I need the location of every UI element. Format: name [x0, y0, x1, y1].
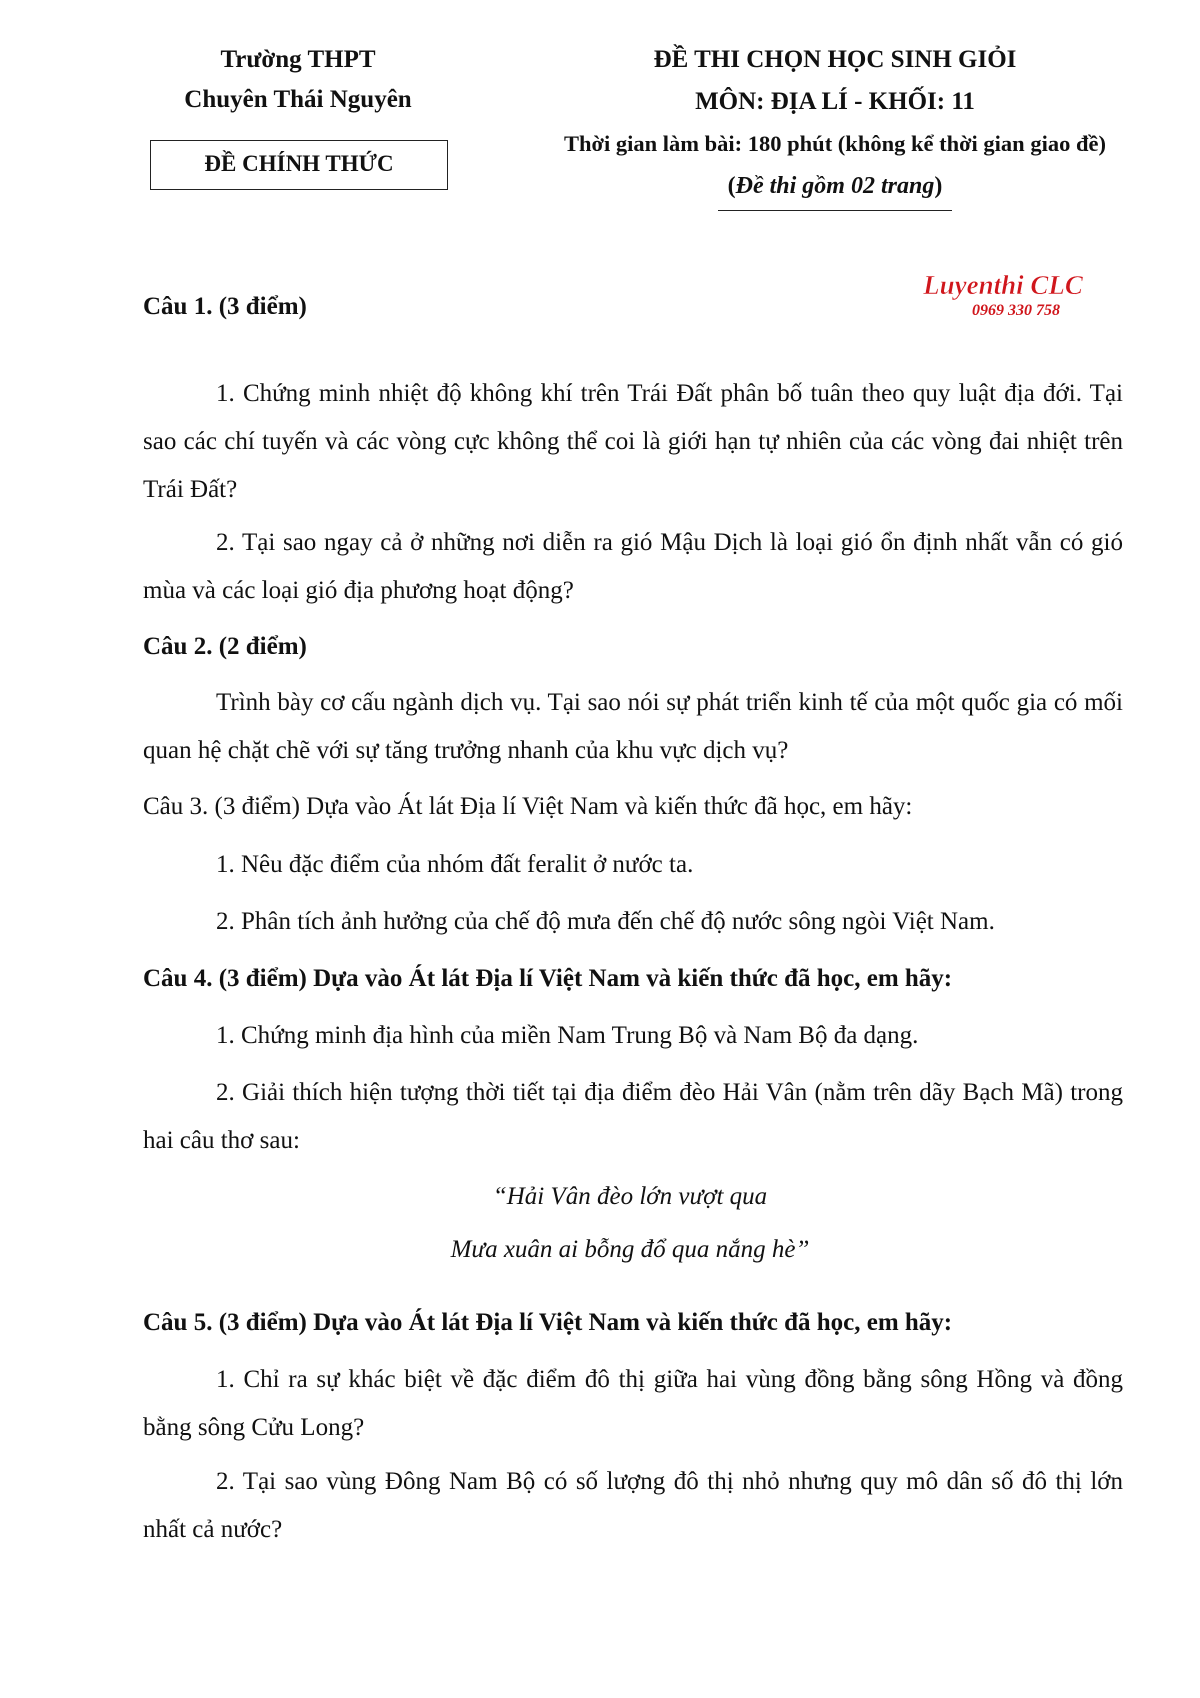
exam-header [530, 40, 1140, 211]
exam-title: ĐỀ THI CHỌN HỌC SINH GIỎI [653, 46, 1017, 73]
q5-heading: Câu 5. (3 điểm) Dựa vào Át lát Địa lí Việt Nam và kiến thức đã học, em hãy: [143, 1309, 953, 1336]
q5-part2: 2. Tại sao vùng Đông Nam Bộ có số lượng đô thị nhỏ nhưng quy mô dân số đô thị lớn nhất cả nước? [143, 1468, 1123, 1543]
q3-part1: 1. Nêu đặc điểm của nhóm đất feralit ở nước ta. [216, 851, 694, 878]
school-line-1: Trường THPT [220, 46, 376, 73]
official-label-box [150, 140, 448, 190]
school-line-2: Chuyên Thái Nguyên [184, 86, 412, 113]
exam-subject: MÔN: ĐỊA LÍ - KHỐI: 11 [695, 88, 975, 115]
q2-part1: Trình bày cơ cấu ngành dịch vụ. Tại sao nói sự phát triển kinh tế của một quốc gia có mối quan hệ chặt chẽ với sự tăng trưởng nhanh của khu vực dịch vụ? [143, 689, 1123, 764]
exam-time: Thời gian làm bài: 180 phút (không kể thời gian giao đề) [564, 131, 1106, 156]
official-label: ĐỀ CHÍNH THỨC [204, 151, 394, 176]
q1-part1: 1. Chứng minh nhiệt độ không khí trên Trái Đất phân bố tuân theo quy luật địa đới. Tại sao các chí tuyến và các vòng cực không thể coi là giới hạn tự nhiên của các vòng đai nhiệt trên Trái Đất? [143, 380, 1123, 503]
q2-heading: Câu 2. (2 điểm) [143, 633, 307, 660]
pages-note-text: Đề thi gồm 02 trang [735, 173, 935, 199]
logo-phone-text: 0969 330 758 [972, 302, 1060, 319]
paren-close: ) [934, 173, 943, 199]
q1-heading: Câu 1. (3 điểm) [143, 293, 307, 320]
q4-heading: Câu 4. (3 điểm) Dựa vào Át lát Địa lí Việt Nam và kiến thức đã học, em hãy: [143, 965, 953, 992]
exam-pages-note [718, 166, 953, 211]
q3-part2: 2. Phân tích ảnh hưởng của chế độ mưa đến chế độ nước sông ngòi Việt Nam. [216, 908, 995, 935]
q4-part1: 1. Chứng minh địa hình của miền Nam Trung Bộ và Nam Bộ đa dạng. [216, 1022, 919, 1049]
school-name [138, 40, 458, 120]
q3-heading: Câu 3. (3 điểm) Dựa vào Át lát Địa lí Việt Nam và kiến thức đã học, em hãy: [143, 793, 913, 820]
paren-open: ( [727, 173, 736, 199]
q5-part1: 1. Chỉ ra sự khác biệt về đặc điểm đô thị giữa hai vùng đồng bằng sông Hồng và đồng bằng sông Cửu Long? [143, 1366, 1123, 1441]
q1-part2: 2. Tại sao ngay cả ở những nơi diễn ra gió Mậu Dịch là loại gió ổn định nhất vẫn có gió mùa và các loại gió địa phương hoạt động? [143, 529, 1123, 604]
poem-line-1: “Hải Vân đèo lớn vượt qua [492, 1183, 768, 1210]
luyenthi-logo [888, 272, 1118, 324]
q4-part2: 2. Giải thích hiện tượng thời tiết tại địa điểm đèo Hải Vân (nằm trên dãy Bạch Mã) trong hai câu thơ sau: [143, 1079, 1123, 1154]
poem-line-2: Mưa xuân ai bỗng đổ qua nắng hè” [450, 1236, 810, 1263]
logo-brand-text: Luyenthi CLC [923, 272, 1083, 300]
